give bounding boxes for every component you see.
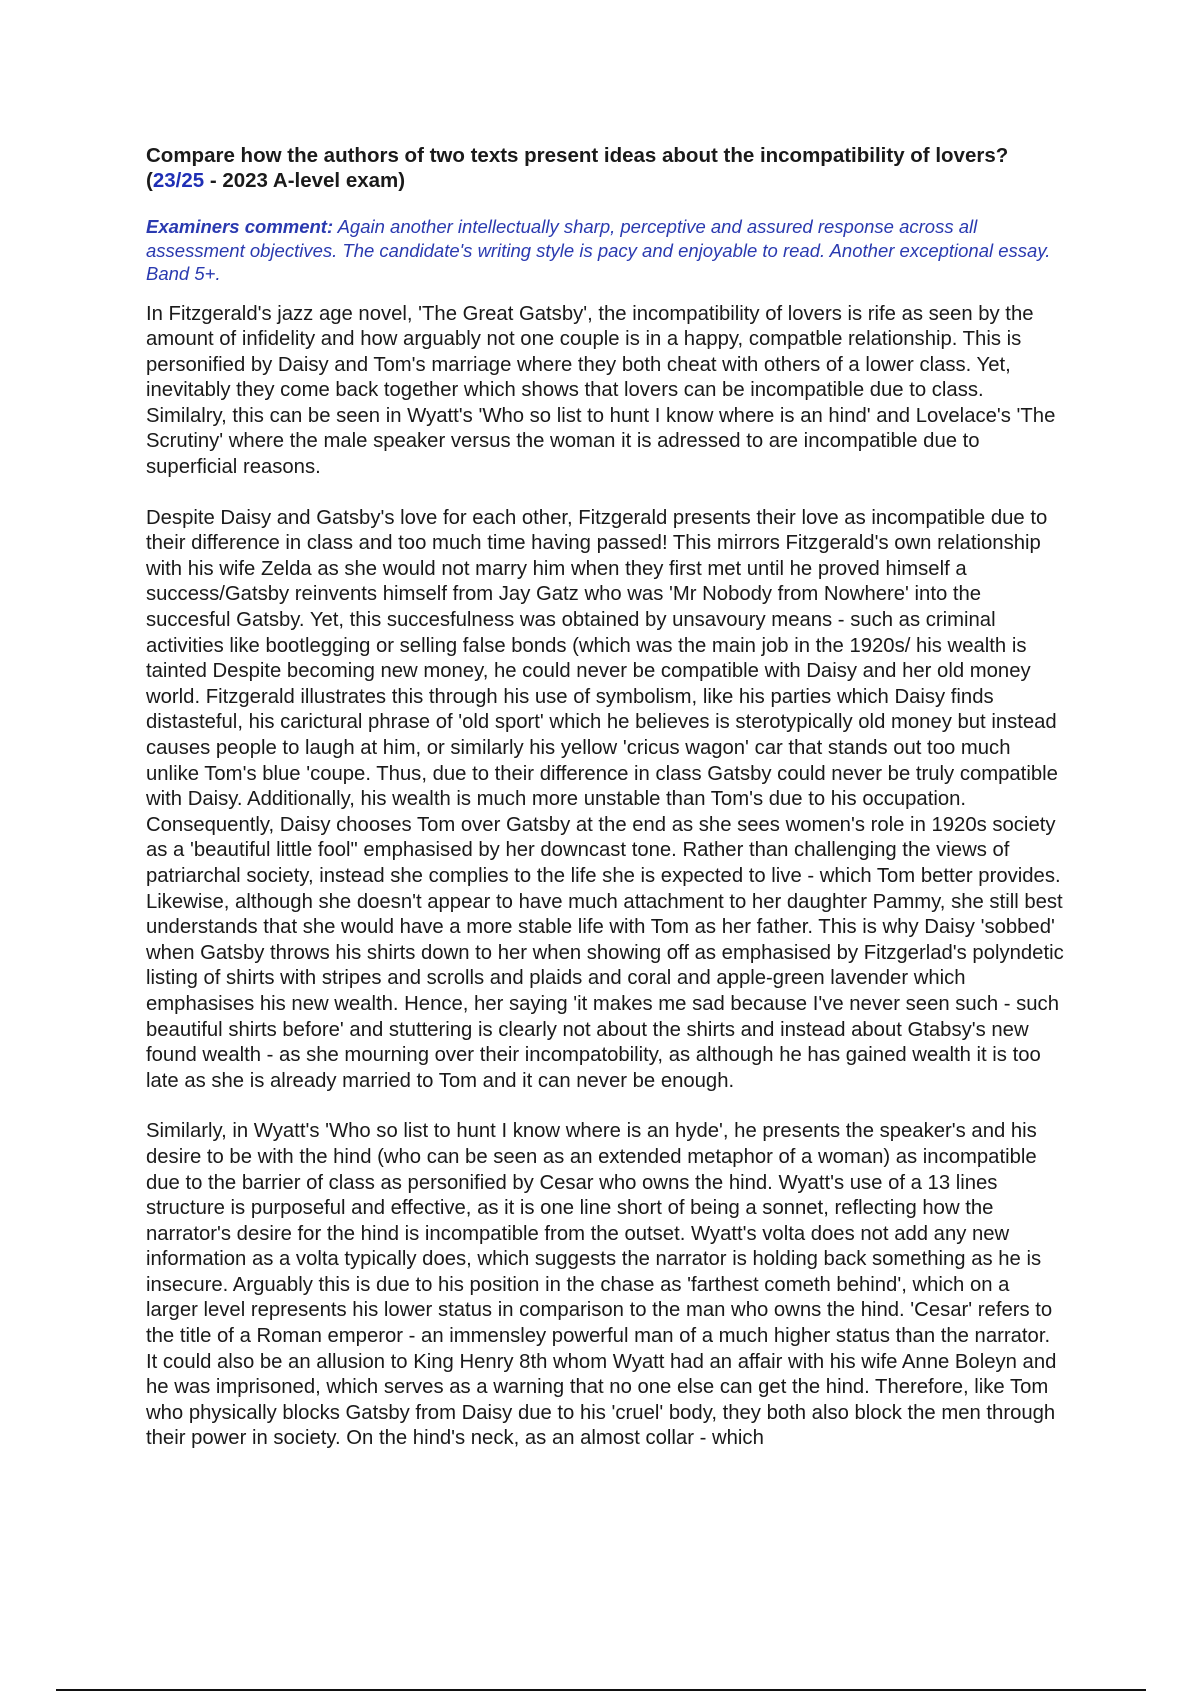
essay-body bbox=[146, 302, 1066, 1453]
examiner-comment-label: Examiners comment: bbox=[146, 216, 334, 237]
examiner-comment-text: Again another intellectually sharp, perceptive and assured response across all assessment objectives. The candidate's writing style is pacy and enjoyable to read. Another exceptional essay. Band 5+. bbox=[146, 216, 1051, 284]
document-page bbox=[146, 143, 1066, 1452]
essay-paragraph-1: In Fitzgerald's jazz age novel, 'The Great Gatsby', the incompatibility of lovers is rife as seen by the amount of infidelity and how arguably not one couple is in a happy, compatble relationship. This is personified by Daisy and Tom's marriage where they both cheat with others of a lower class. Yet, inevitably they come back together which shows that lovers can be incompatible due to class. Similalry, this can be seen in Wyatt's 'Who so list to hunt I know where is an hind' and Lovelace's 'The Scrutiny' where the male speaker versus the woman it is adressed to are incompatible due to superficial reasons. bbox=[146, 302, 1056, 479]
footer-divider bbox=[56, 1689, 1146, 1691]
question-exam-info: - 2023 A-level exam) bbox=[204, 169, 406, 192]
examiner-comment bbox=[146, 215, 1066, 286]
score-value: 23/25 bbox=[152, 169, 205, 192]
essay-question bbox=[146, 143, 1066, 193]
essay-paragraph-3: Similarly, in Wyatt's 'Who so list to hunt I know where is an hyde', he presents the speaker's and his desire to be with the hind (who can be seen as an extended metaphor of a woman) as incompatible due to the barrier of class as personified by Cesar who owns the hind. Wyatt's use of a 13 lines structure is purposeful and effective, as it is one line short of being a sonnet, reflecting how the narrator's desire for the hind is incompatible from the outset. Wyatt's volta does not add any new information as a volta typically does, which suggests the narrator is holding back something as he is insecure. Arguably this is due to his position in the chase as 'farthest cometh behind', which on a larger level represents his lower status in comparison to the man who owns the hind. 'Cesar' refers to the title of a Roman emperor - an immensley powerful man of a much higher status than the narrator. It could also be an allusion to King Henry 8th whom Wyatt had an affair with his wife Anne Boleyn and he was imprisoned, which serves as a warning that no one else can get the hind. Therefore, like Tom who physically blocks Gatsby from Daisy due to his 'cruel' body, they both also block the men through their power in society. On the hind's neck, as an almost collar - which bbox=[146, 1120, 1057, 1450]
question-text: Compare how the authors of two texts present ideas about the incompatibility of lovers? ( bbox=[146, 144, 1009, 192]
essay-paragraph-2: Despite Daisy and Gatsby's love for each other, Fitzgerald presents their love as incompatible due to their difference in class and too much time having passed! This mirrors Fitzgerald's own relationship with his wife Zelda as she would not marry him when they first met until he proved himself a success/Gatsby reinvents himself from Jay Gatz who was 'Mr Nobody from Nowhere' into the succesful Gatsby. Yet, this succesfulness was obtained by unsavoury means - such as criminal activities like bootlegging or selling false bonds (which was the main job in the 1920s/ his wealth is tainted Despite becoming new money, he could never be compatible with Daisy and her old money world. Fitzgerald illustrates this through his use of symbolism, like his parties which Daisy finds distasteful, his carictural phrase of 'old sport' which he believes is sterotypically old money but instead causes people to laugh at him, or similarly his yellow 'cricus wagon' car that stands out too much unlike Tom's blue 'coupe. Thus, due to their difference in class Gatsby could never be truly compatible with Daisy. Additionally, his wealth is much more unstable than Tom's due to his occupation. Consequently, Daisy chooses Tom over Gatsby at the end as she sees women's role in 1920s society as a 'beautiful little fool" emphasised by her downcast tone. Rather than challenging the views of patriarchal society, instead she complies to the life she is expected to live - which Tom better provides. Likewise, although she doesn't appear to have much attachment to her daughter Pammy, she still best understands that she would have a more stable life with Tom as her father. This is why Daisy 'sobbed' when Gatsby throws his shirts down to her when showing off as emphasised by Fitzgerlad's polyndetic listing of shirts with stripes and scrolls and plaids and coral and apple-green lavender which emphasises his new wealth. Hence, her saying 'it makes me sad because I've never seen such - such beautiful shirts before' and stuttering is clearly not about the shirts and instead about Gtabsy's new found wealth - as she mourning over their incompatobility, as although he has gained wealth it is too late as she is already married to Tom and it can never be enough. bbox=[146, 506, 1064, 1092]
